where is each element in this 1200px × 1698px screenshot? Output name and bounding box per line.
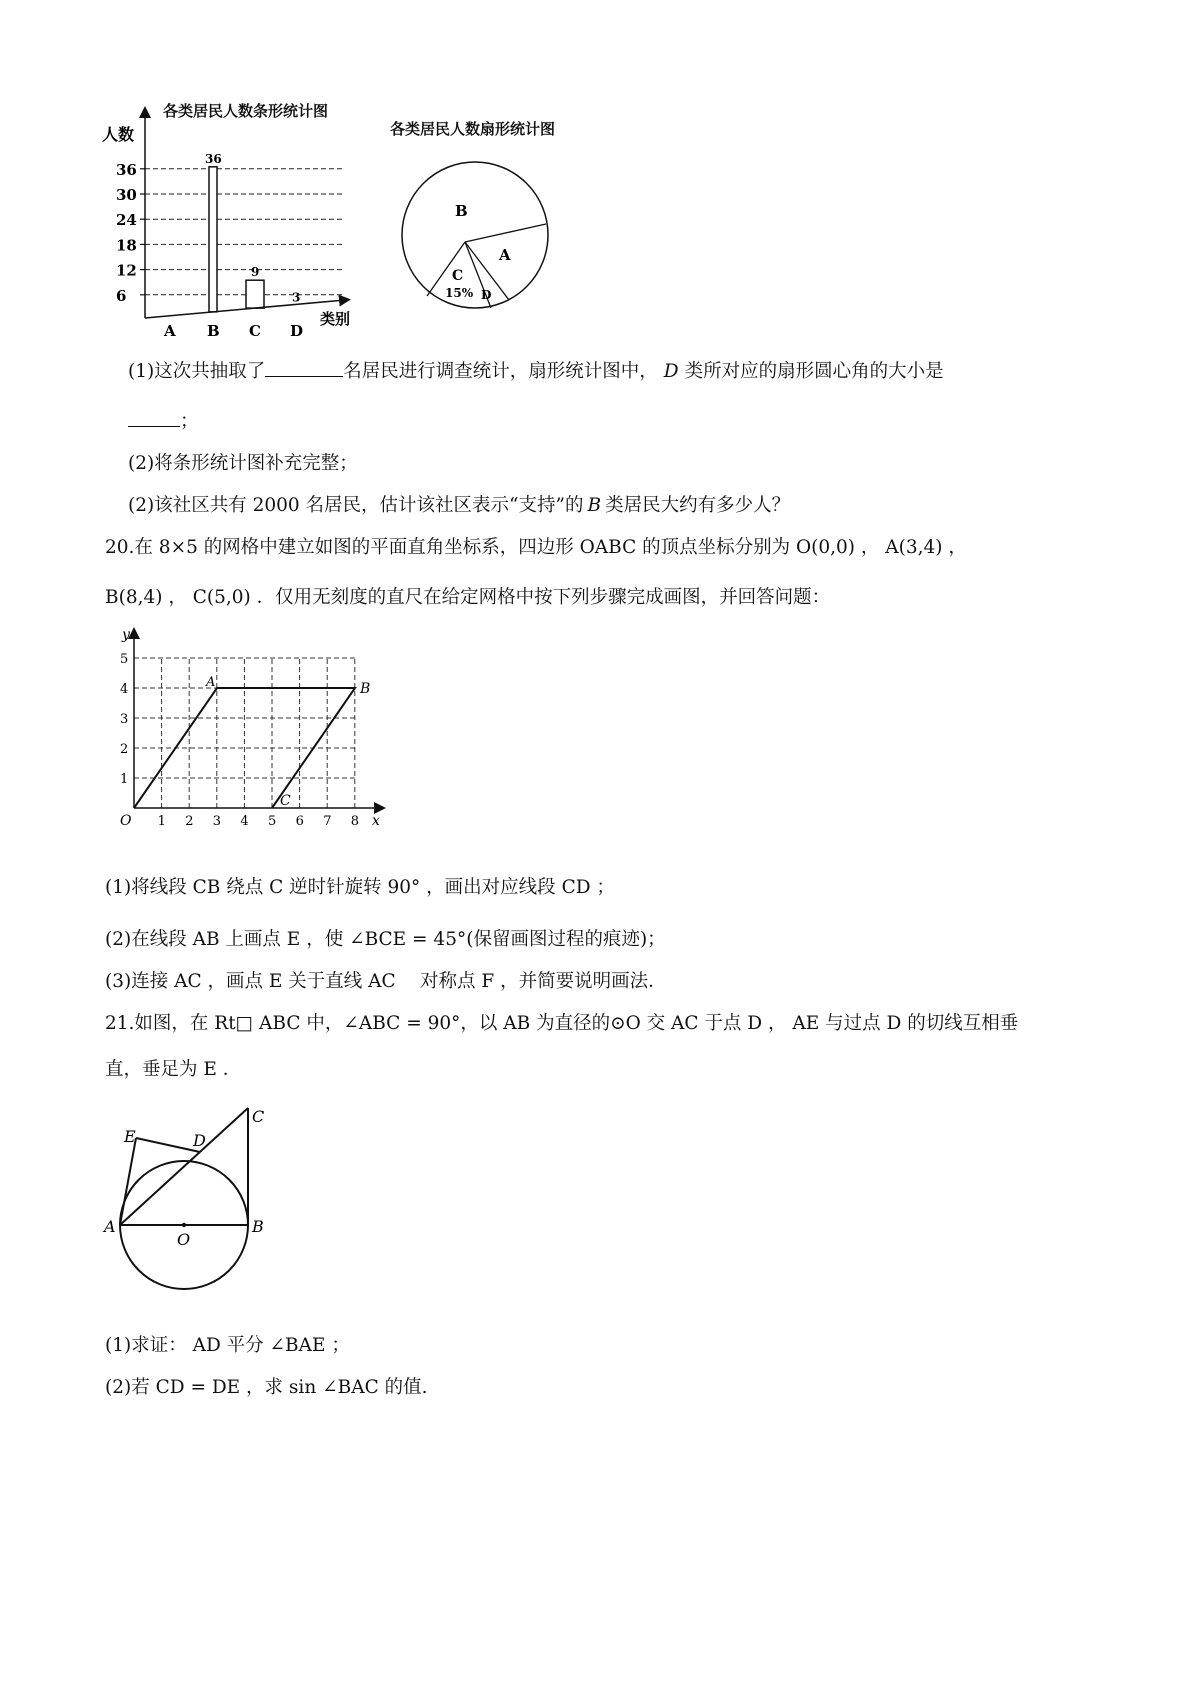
- q19-p1-var: D: [663, 361, 679, 382]
- x-axis-label: x: [372, 813, 380, 829]
- x-tick-label: 4: [240, 814, 249, 829]
- bar-value-label: 3: [292, 290, 301, 305]
- x-tick-label: 7: [323, 814, 332, 829]
- pie-circle: [402, 162, 548, 308]
- bar-y-tick-label: 24: [116, 211, 137, 230]
- label-b: B: [252, 1217, 264, 1236]
- bar-y-tick-label: 30: [116, 186, 137, 204]
- pie-label-c: C: [452, 268, 464, 284]
- y-tick-label: 4: [120, 682, 129, 697]
- bar-category-label: C: [249, 322, 261, 340]
- q21-stem-2: 直，垂足为 E ．: [105, 1059, 242, 1080]
- q19-p1-text: 类所对应的扇形圆心角的大小是: [684, 361, 944, 382]
- pie-label-d: D: [481, 288, 492, 302]
- q19-p3-text: 类居民大约有多少人？: [605, 495, 791, 516]
- q19-p1-text: 名居民进行调查统计，扇形统计图中，: [343, 361, 658, 382]
- bar-chart: [100, 100, 370, 350]
- label-c: C: [252, 1107, 265, 1126]
- q19-p3-var: B: [587, 495, 602, 516]
- y-tick-label: 1: [120, 772, 129, 787]
- label-d: D: [193, 1131, 206, 1150]
- segment-ac: [120, 1108, 248, 1225]
- y-tick-label: 5: [120, 652, 129, 667]
- y-tick-label: 2: [120, 742, 129, 757]
- q19-part1: [128, 357, 944, 383]
- bar-value-label: 9: [251, 265, 260, 280]
- answer-blank[interactable]: [265, 358, 343, 377]
- point-b-label: B: [360, 681, 371, 697]
- origin-label: O: [120, 813, 132, 829]
- bar-y-tick-label: 18: [116, 236, 137, 255]
- q21-stem-1: 21.如图，在 Rt□ ABC 中，∠ABC = 90°，以 AB 为直径的⊙O 交 AC 于点 D ， AE 与过点 D 的切线互相垂: [105, 1013, 1019, 1034]
- point-a-label: A: [206, 675, 216, 690]
- x-tick-label: 3: [212, 814, 222, 829]
- q19-p1-end: ；: [180, 411, 199, 432]
- y-axis-label: y: [122, 627, 130, 643]
- bar-chart-title: 各类居民人数条形统计图: [163, 102, 329, 120]
- x-tick-label: 2: [185, 814, 194, 829]
- q19-part2: (2)将条形统计图补充完整；: [128, 453, 358, 474]
- coordinate-grid: [100, 625, 400, 835]
- q20-step-3: (3)连接 AC ，画点 E 关于直线 AC 对称点 F ，并简要说明画法．: [105, 971, 667, 992]
- bar-y-tick-label: 12: [116, 261, 137, 280]
- y-tick-label: 3: [120, 712, 129, 727]
- bar-category-label: A: [164, 322, 176, 340]
- q19-part1-cont: [128, 407, 199, 433]
- q20-step-2: (2)在线段 AB 上画点 E ，使 ∠BCE = 45°(保留画图过程的痕迹)；: [105, 929, 666, 950]
- q19-p3-text: (2)该社区共有 2000 名居民，估计该社区表示“支持”的: [128, 495, 584, 516]
- x-tick-label: 6: [295, 814, 304, 829]
- center-o-dot: [182, 1223, 186, 1227]
- point-c-label: C: [280, 793, 291, 809]
- pie-chart: [395, 150, 565, 325]
- tangent-ed: [136, 1138, 200, 1152]
- q19-part3: [128, 491, 790, 517]
- bar-x-label: 类别: [320, 310, 351, 328]
- label-a: A: [104, 1217, 116, 1236]
- pie-boundary: [465, 224, 546, 242]
- q20-stem-1: 20.在 8×5 的网格中建立如图的平面直角坐标系，四边形 OABC 的顶点坐标分别为 O(0,0) ， A(3,4) ，: [105, 537, 967, 558]
- bar-y-tick-label: 36: [116, 160, 137, 179]
- bar-category-label: D: [290, 322, 304, 340]
- q19-p1-text: (1)这次共抽取了: [128, 361, 266, 382]
- label-o: O: [177, 1230, 191, 1249]
- label-e: E: [124, 1127, 136, 1146]
- q21-part-1: (1)求证： AD 平分 ∠BAE ；: [105, 1335, 350, 1356]
- x-tick-label: 1: [157, 814, 166, 829]
- q21-part-2: (2)若 CD = DE ，求 sin ∠BAC 的值.: [105, 1377, 428, 1398]
- bar-x-axis: [145, 300, 345, 318]
- answer-blank[interactable]: [128, 408, 180, 427]
- bar-c: [246, 280, 264, 308]
- q20-step-1: (1)将线段 CB 绕点 C 逆时针旋转 90° ，画出对应线段 CD ；: [105, 877, 615, 898]
- x-tick-label: 8: [350, 814, 360, 829]
- bar-y-label: 人数: [102, 125, 135, 144]
- x-tick-label: 5: [268, 814, 277, 829]
- bar-b: [209, 167, 217, 312]
- pie-label-c-percent: 15%: [445, 286, 474, 300]
- q20-stem-2: B(8,4) ， C(5,0) ．仅用无刻度的直尺在给定网格中按下列步骤完成画图，并回答问题：: [105, 587, 831, 608]
- pie-chart-title: 各类居民人数扇形统计图: [390, 120, 556, 138]
- circle-figure: [100, 1100, 280, 1300]
- bar-y-tick-label: 6: [116, 286, 127, 305]
- bar-value-label: 36: [205, 151, 222, 166]
- pie-label-a: A: [499, 246, 511, 264]
- bar-category-label: B: [207, 322, 220, 340]
- pie-label-b: B: [455, 202, 468, 220]
